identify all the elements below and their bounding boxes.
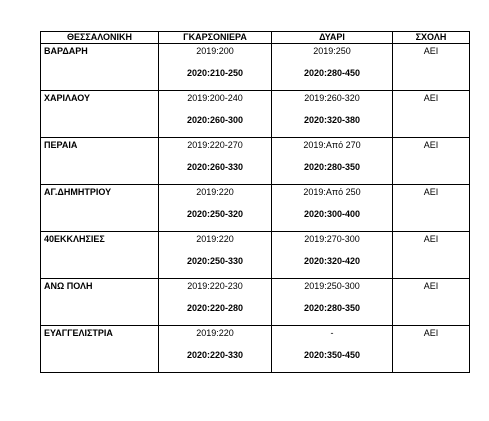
two-room-2020: 2020:320-380	[303, 115, 361, 125]
school-cell	[393, 279, 470, 326]
table-row	[41, 326, 470, 373]
two-room-2020: 2020:280-450	[303, 68, 361, 78]
header-area: ΘΕΣΣΑΛΟΝΙΚΗ	[41, 32, 159, 44]
header-school: ΣΧΟΛΗ	[393, 32, 470, 44]
two-room-2019: 2019:250	[313, 46, 351, 56]
area-cell	[41, 44, 159, 91]
two-room-cell	[272, 279, 393, 326]
school-cell	[393, 185, 470, 232]
rent-table	[40, 31, 470, 373]
school-cell	[393, 326, 470, 373]
studio-2020: 2020:220-280	[186, 303, 244, 313]
studio-2019: 2019:200-240	[187, 93, 243, 103]
school-cell	[393, 91, 470, 138]
two-room-2019: -	[330, 328, 334, 338]
two-room-2020: 2020:350-450	[303, 350, 361, 360]
area-cell	[41, 326, 159, 373]
school-cell	[393, 138, 470, 185]
school-value: ΑΕΙ	[423, 234, 439, 244]
two-room-cell	[272, 326, 393, 373]
two-room-2019: 2019:Από 270	[303, 140, 361, 150]
studio-2019: 2019:220	[196, 328, 234, 338]
studio-2019: 2019:220-230	[187, 281, 243, 291]
table-row	[41, 185, 470, 232]
area-cell	[41, 185, 159, 232]
table-row	[41, 44, 470, 91]
two-room-cell	[272, 91, 393, 138]
two-room-cell	[272, 44, 393, 91]
area-cell	[41, 91, 159, 138]
studio-2020: 2020:250-330	[186, 256, 244, 266]
header-studio: ΓΚΑΡΣΟΝΙΕΡΑ	[159, 32, 272, 44]
table-row	[41, 232, 470, 279]
school-value: ΑΕΙ	[423, 187, 439, 197]
studio-cell	[159, 185, 272, 232]
header-two-room: ΔΥΑΡΙ	[272, 32, 393, 44]
studio-cell	[159, 279, 272, 326]
studio-cell	[159, 232, 272, 279]
table-row	[41, 279, 470, 326]
area-name: ΕΥΑΓΓΕΛΙΣΤΡΙΑ	[44, 328, 113, 338]
table-row	[41, 91, 470, 138]
area-name: ΑΝΩ ΠΟΛΗ	[44, 281, 93, 291]
studio-2020: 2020:210-250	[186, 68, 244, 78]
two-room-cell	[272, 185, 393, 232]
two-room-2020: 2020:280-350	[303, 303, 361, 313]
school-value: ΑΕΙ	[423, 328, 439, 338]
two-room-2019: 2019:Από 250	[303, 187, 361, 197]
studio-2020: 2020:260-300	[186, 115, 244, 125]
school-value: ΑΕΙ	[423, 93, 439, 103]
studio-cell	[159, 44, 272, 91]
two-room-2019: 2019:270-300	[304, 234, 360, 244]
studio-2019: 2019:220	[196, 187, 234, 197]
school-value: ΑΕΙ	[423, 140, 439, 150]
studio-2019: 2019:220	[196, 234, 234, 244]
studio-cell	[159, 326, 272, 373]
studio-2020: 2020:260-330	[186, 162, 244, 172]
studio-2020: 2020:220-330	[186, 350, 244, 360]
studio-2020: 2020:250-320	[186, 209, 244, 219]
area-cell	[41, 138, 159, 185]
school-cell	[393, 44, 470, 91]
two-room-2020: 2020:280-350	[303, 162, 361, 172]
studio-cell	[159, 91, 272, 138]
header-row	[41, 32, 470, 44]
studio-2019: 2019:200	[196, 46, 234, 56]
two-room-2020: 2020:320-420	[303, 256, 361, 266]
two-room-2019: 2019:250-300	[304, 281, 360, 291]
area-cell	[41, 279, 159, 326]
studio-cell	[159, 138, 272, 185]
two-room-2019: 2019:260-320	[304, 93, 360, 103]
table-row	[41, 138, 470, 185]
area-name: 40ΕΚΚΛΗΣΙΕΣ	[44, 234, 105, 244]
area-name: ΑΓ.ΔΗΜΗΤΡΙΟΥ	[44, 187, 112, 197]
school-value: ΑΕΙ	[423, 281, 439, 291]
two-room-cell	[272, 232, 393, 279]
area-name: ΒΑΡΔΑΡΗ	[44, 46, 88, 56]
school-cell	[393, 232, 470, 279]
area-cell	[41, 232, 159, 279]
two-room-cell	[272, 138, 393, 185]
school-value: ΑΕΙ	[423, 46, 439, 56]
studio-2019: 2019:220-270	[187, 140, 243, 150]
area-name: ΧΑΡΙΛΑΟΥ	[44, 93, 91, 103]
area-name: ΠΕΡΑΙΑ	[44, 140, 78, 150]
two-room-2020: 2020:300-400	[303, 209, 361, 219]
